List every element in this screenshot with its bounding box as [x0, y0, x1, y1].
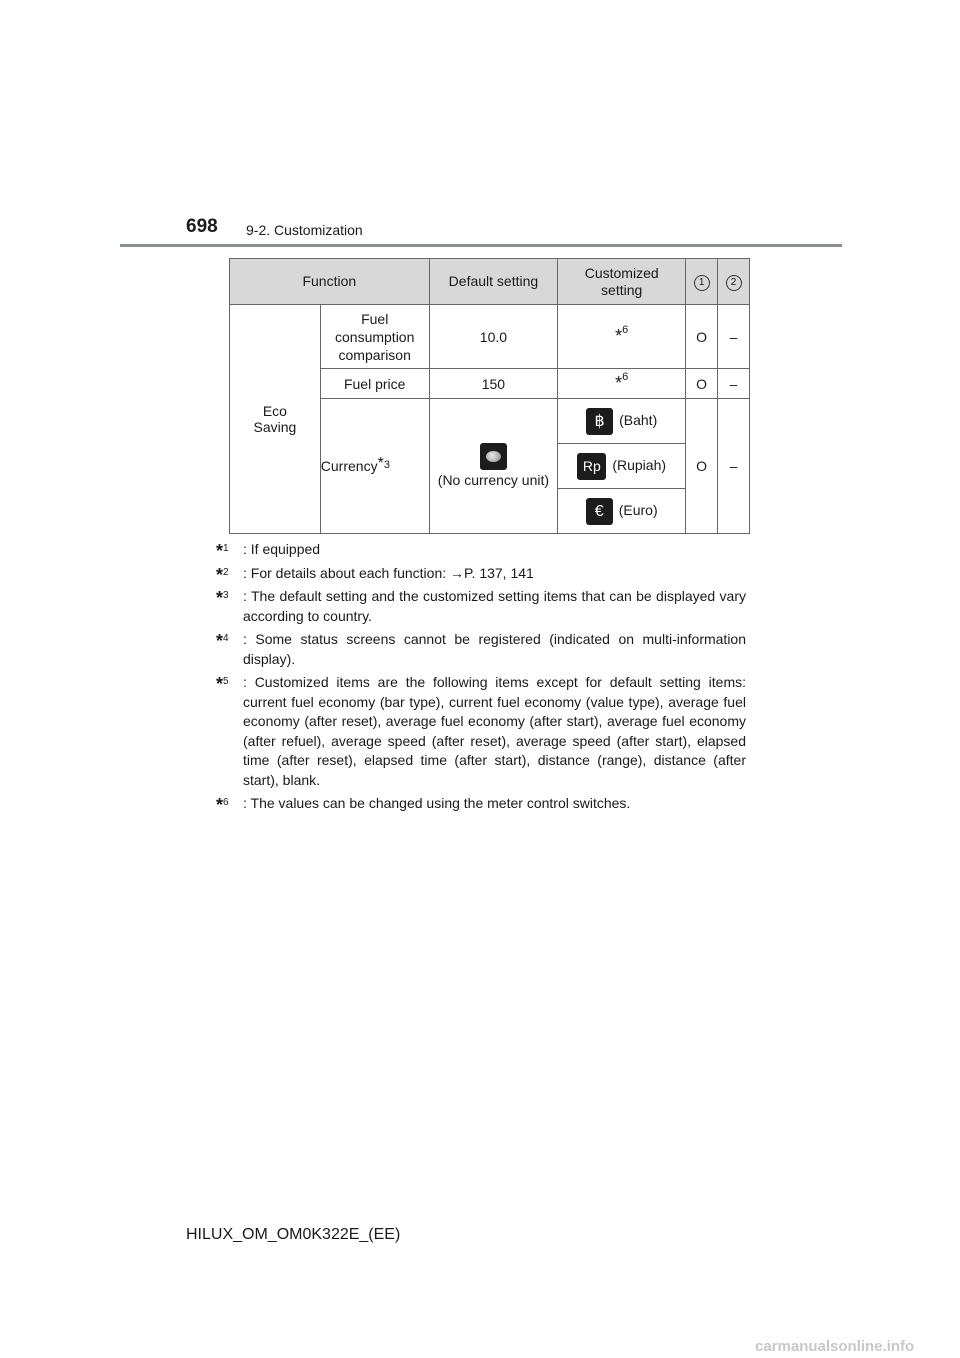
footnote-number: 4: [223, 633, 229, 644]
table-row: [230, 305, 750, 369]
document-id: HILUX_OM_OM0K322E_(EE): [186, 1226, 401, 1243]
footnote: [216, 564, 746, 584]
row-col-2: –: [718, 305, 750, 369]
footnote-mark: *$^6$: [216, 795, 229, 815]
row-default: 150: [429, 369, 558, 399]
footnote-mark: *$^3$: [216, 588, 229, 608]
header-customized-setting: Customized setting: [558, 259, 686, 305]
circled-number-2: 2: [726, 275, 742, 291]
settings-table: [229, 258, 750, 534]
footnote-number: 5: [223, 676, 229, 687]
function-group-eco-saving: [230, 305, 321, 534]
row-col-1: O: [686, 369, 718, 399]
row-col-1: O: [686, 305, 718, 369]
footnote-mark: *$^2$: [216, 564, 229, 585]
currency-option-baht: [558, 399, 686, 444]
footnote-text: : Some status screens cannot be registered (indicated on multi-information display).: [243, 631, 746, 667]
row-col-2: –: [718, 399, 750, 534]
row-name-currency: [320, 399, 429, 534]
row-col-2: –: [718, 369, 750, 399]
row-customized: [558, 305, 686, 369]
currency-option-euro: [558, 489, 686, 534]
rupiah-icon: Rp: [577, 453, 606, 480]
currency-option-rupiah: [558, 444, 686, 489]
footnote-text: : The values can be changed using the meter control switches.: [243, 795, 631, 811]
header-function: Function: [230, 259, 430, 305]
currency-option-label: (Euro): [618, 501, 658, 518]
row-customized: [558, 369, 686, 399]
footnote-mark: *$^5$: [216, 674, 229, 694]
row-name: Fuel consumption comparison: [320, 305, 429, 369]
footnote: [216, 630, 746, 669]
footnote-ref: 6: [622, 324, 629, 336]
footnotes: [216, 540, 746, 818]
currency-option-label: (Rupiah): [612, 456, 667, 473]
header-col-2: [718, 259, 750, 305]
footnote-text: : If equipped: [243, 541, 321, 557]
header-default-setting: Default setting: [429, 259, 558, 305]
header-col-1: [686, 259, 718, 305]
watermark: carmanualsonline.info: [755, 1338, 915, 1355]
footnote: [216, 540, 746, 560]
row-name: Fuel price: [320, 369, 429, 399]
footnote-ref: 6: [622, 371, 629, 383]
circled-number-1: 1: [694, 275, 710, 291]
asterisk: *: [615, 373, 623, 393]
row-col-1: O: [686, 399, 718, 534]
asterisk: *: [615, 326, 623, 346]
currency-default: [429, 399, 558, 534]
footnote-mark: *$^4$: [216, 631, 229, 651]
row-default: 10.0: [429, 305, 558, 369]
footnote-text: : The default setting and the customized setting items that can be displayed vary according to country.: [243, 588, 746, 624]
footnote-ref: *3: [377, 454, 390, 472]
footnote-number: 1: [223, 543, 229, 554]
footnote: [216, 587, 746, 626]
footnote-text: : For details about each function: →P. 137, 141: [243, 564, 534, 581]
baht-icon: ฿: [586, 408, 613, 435]
footnote-mark: *$^1$: [216, 541, 229, 561]
footnote-number: 3: [223, 590, 229, 601]
table-header-row: [230, 259, 750, 305]
footnote-text: : Customized items are the following items except for default setting items: current fuel economy (bar type), current fuel economy (value type), average fuel economy (after reset), average fuel economy (after start), average fuel economy (after refuel), average speed (after reset), average speed (after start), elapsed time (after reset), elapsed time (after start), distance (range), distance (after start), blank.: [243, 674, 746, 788]
footnote: [216, 673, 746, 790]
footnote-number: 2: [223, 566, 229, 578]
section-title: 9-2. Customization: [246, 222, 363, 238]
footnote: [216, 794, 746, 814]
euro-icon: €: [586, 498, 613, 525]
footnote-number: 3: [383, 458, 390, 471]
group-label: Eco Saving: [253, 403, 297, 435]
footnote-number: 6: [223, 797, 229, 808]
page-number: 698: [186, 216, 218, 237]
currency-default-label: (No currency unit): [437, 471, 550, 488]
currency-option-label: (Baht): [619, 411, 658, 428]
no-currency-icon: [480, 443, 507, 470]
header-divider: [120, 244, 842, 247]
currency-label: Currency: [320, 457, 378, 474]
